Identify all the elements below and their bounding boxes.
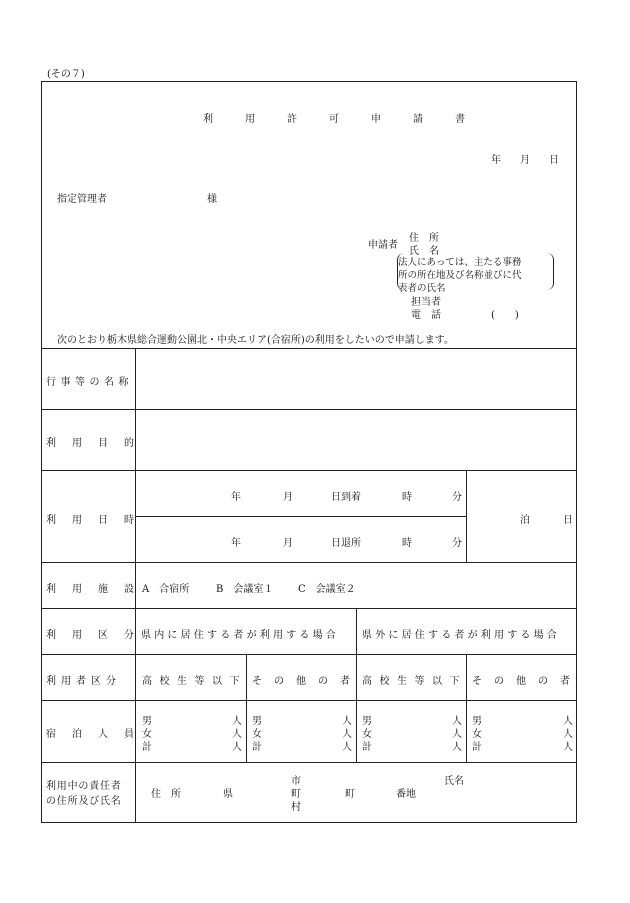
lodgers-unit-2a: 人: [342, 716, 352, 727]
applicant-name: 氏 名: [409, 246, 439, 257]
category-out-pref: 県外に居住する者が利用する場合: [362, 630, 560, 641]
row-purpose: 利 用 目 的: [46, 438, 137, 449]
row-event-name: 行事等の名称: [46, 377, 133, 388]
row-responsible-2: の住所及び氏名: [46, 796, 122, 807]
lodgers-unit-3a: 人: [452, 716, 462, 727]
lodgers-unit-1b: 人: [232, 729, 242, 740]
row-category: 利 用 区 分: [46, 630, 137, 641]
arrival-minute: 分: [452, 492, 462, 503]
lodgers-male-2: 男: [252, 716, 262, 727]
lodgers-unit-1a: 人: [232, 716, 242, 727]
lodgers-total-1: 計: [142, 742, 152, 753]
responsible-name: 氏名: [444, 776, 464, 787]
responsible-pref: 県: [223, 789, 233, 800]
applicant-label: 申請者: [368, 240, 398, 251]
facility-b: B 会議室１: [216, 584, 274, 595]
stay-days: 日: [563, 515, 573, 526]
corp-note-1: 法人にあっては、主たる事務: [398, 257, 522, 268]
facility-a: A 合宿所: [142, 584, 190, 595]
lodgers-unit-1c: 人: [232, 742, 242, 753]
lodgers-unit-4a: 人: [563, 716, 573, 727]
corp-note-2: 所の所在地及び名称並びに代: [398, 270, 522, 281]
responsible-banchi: 番地: [396, 789, 416, 800]
departure-month: 月: [283, 538, 293, 549]
responsible-village: 村: [291, 802, 301, 813]
corp-note-3: 表者の氏名: [398, 283, 446, 294]
responsible-town: 町: [291, 789, 301, 800]
form-frame: [41, 81, 577, 823]
lodgers-unit-3b: 人: [452, 729, 462, 740]
addressee-honorific: 様: [207, 194, 217, 205]
row-responsible-1: 利用中の責任者: [46, 781, 122, 792]
facility-c: C 会議室２: [298, 584, 356, 595]
arrival-month: 月: [283, 492, 293, 503]
departure-year: 年: [231, 538, 241, 549]
lodgers-total-3: 計: [362, 742, 372, 753]
lodgers-unit-2b: 人: [342, 729, 352, 740]
date-month: 月: [520, 155, 530, 166]
row-facility: 利 用 施 設: [46, 584, 137, 595]
lodgers-female-4: 女: [472, 729, 482, 740]
addressee-label: 指定管理者: [57, 194, 107, 205]
row-user-category: 利用者区分: [46, 676, 121, 687]
user-type-students-out: 高校生等以下: [362, 676, 467, 687]
lodgers-total-2: 計: [252, 742, 262, 753]
arrival-day: 日到着: [331, 492, 361, 503]
user-type-others-out: その他の者: [472, 676, 582, 687]
intro-text: 次のとおり栃木県総合運動公園北・中央エリア(合宿所)の利用をしたいので申請します。: [57, 335, 455, 346]
responsible-address: 住 所: [151, 789, 181, 800]
stay-nights: 泊: [520, 515, 530, 526]
user-type-others-in: その他の者: [252, 676, 362, 687]
arrival-hour: 時: [402, 492, 412, 503]
departure-hour: 時: [402, 538, 412, 549]
row-lodgers: 宿 泊 人 員: [46, 729, 137, 740]
lodgers-unit-2c: 人: [342, 742, 352, 753]
lodgers-female-2: 女: [252, 729, 262, 740]
lodgers-female-3: 女: [362, 729, 372, 740]
user-type-students-in: 高校生等以下: [142, 676, 247, 687]
lodgers-unit-4b: 人: [563, 729, 573, 740]
departure-minute: 分: [452, 538, 462, 549]
lodgers-male-4: 男: [472, 716, 482, 727]
category-in-pref: 県内に居住する者が利用する場合: [141, 630, 339, 641]
lodgers-male-3: 男: [362, 716, 372, 727]
responsible-city: 市: [291, 776, 301, 787]
departure-day: 日退所: [331, 538, 361, 549]
applicant-phone-paren: ( ): [491, 310, 519, 321]
lodgers-female-1: 女: [142, 729, 152, 740]
applicant-phone: 電 話: [411, 310, 441, 321]
lodgers-unit-4c: 人: [563, 742, 573, 753]
applicant-person-in-charge: 担当者: [411, 297, 441, 308]
applicant-address: 住 所: [409, 233, 439, 244]
arrival-year: 年: [231, 492, 241, 503]
responsible-cho: 町: [345, 789, 355, 800]
row-datetime: 利 用 日 時: [46, 515, 137, 526]
lodgers-male-1: 男: [142, 716, 152, 727]
form-title: 利 用 許 可 申 請 書: [203, 114, 476, 125]
date-day: 日: [549, 155, 559, 166]
page-label: (その７): [47, 69, 85, 80]
date-year: 年: [491, 155, 501, 166]
lodgers-unit-3c: 人: [452, 742, 462, 753]
lodgers-total-4: 計: [472, 742, 482, 753]
